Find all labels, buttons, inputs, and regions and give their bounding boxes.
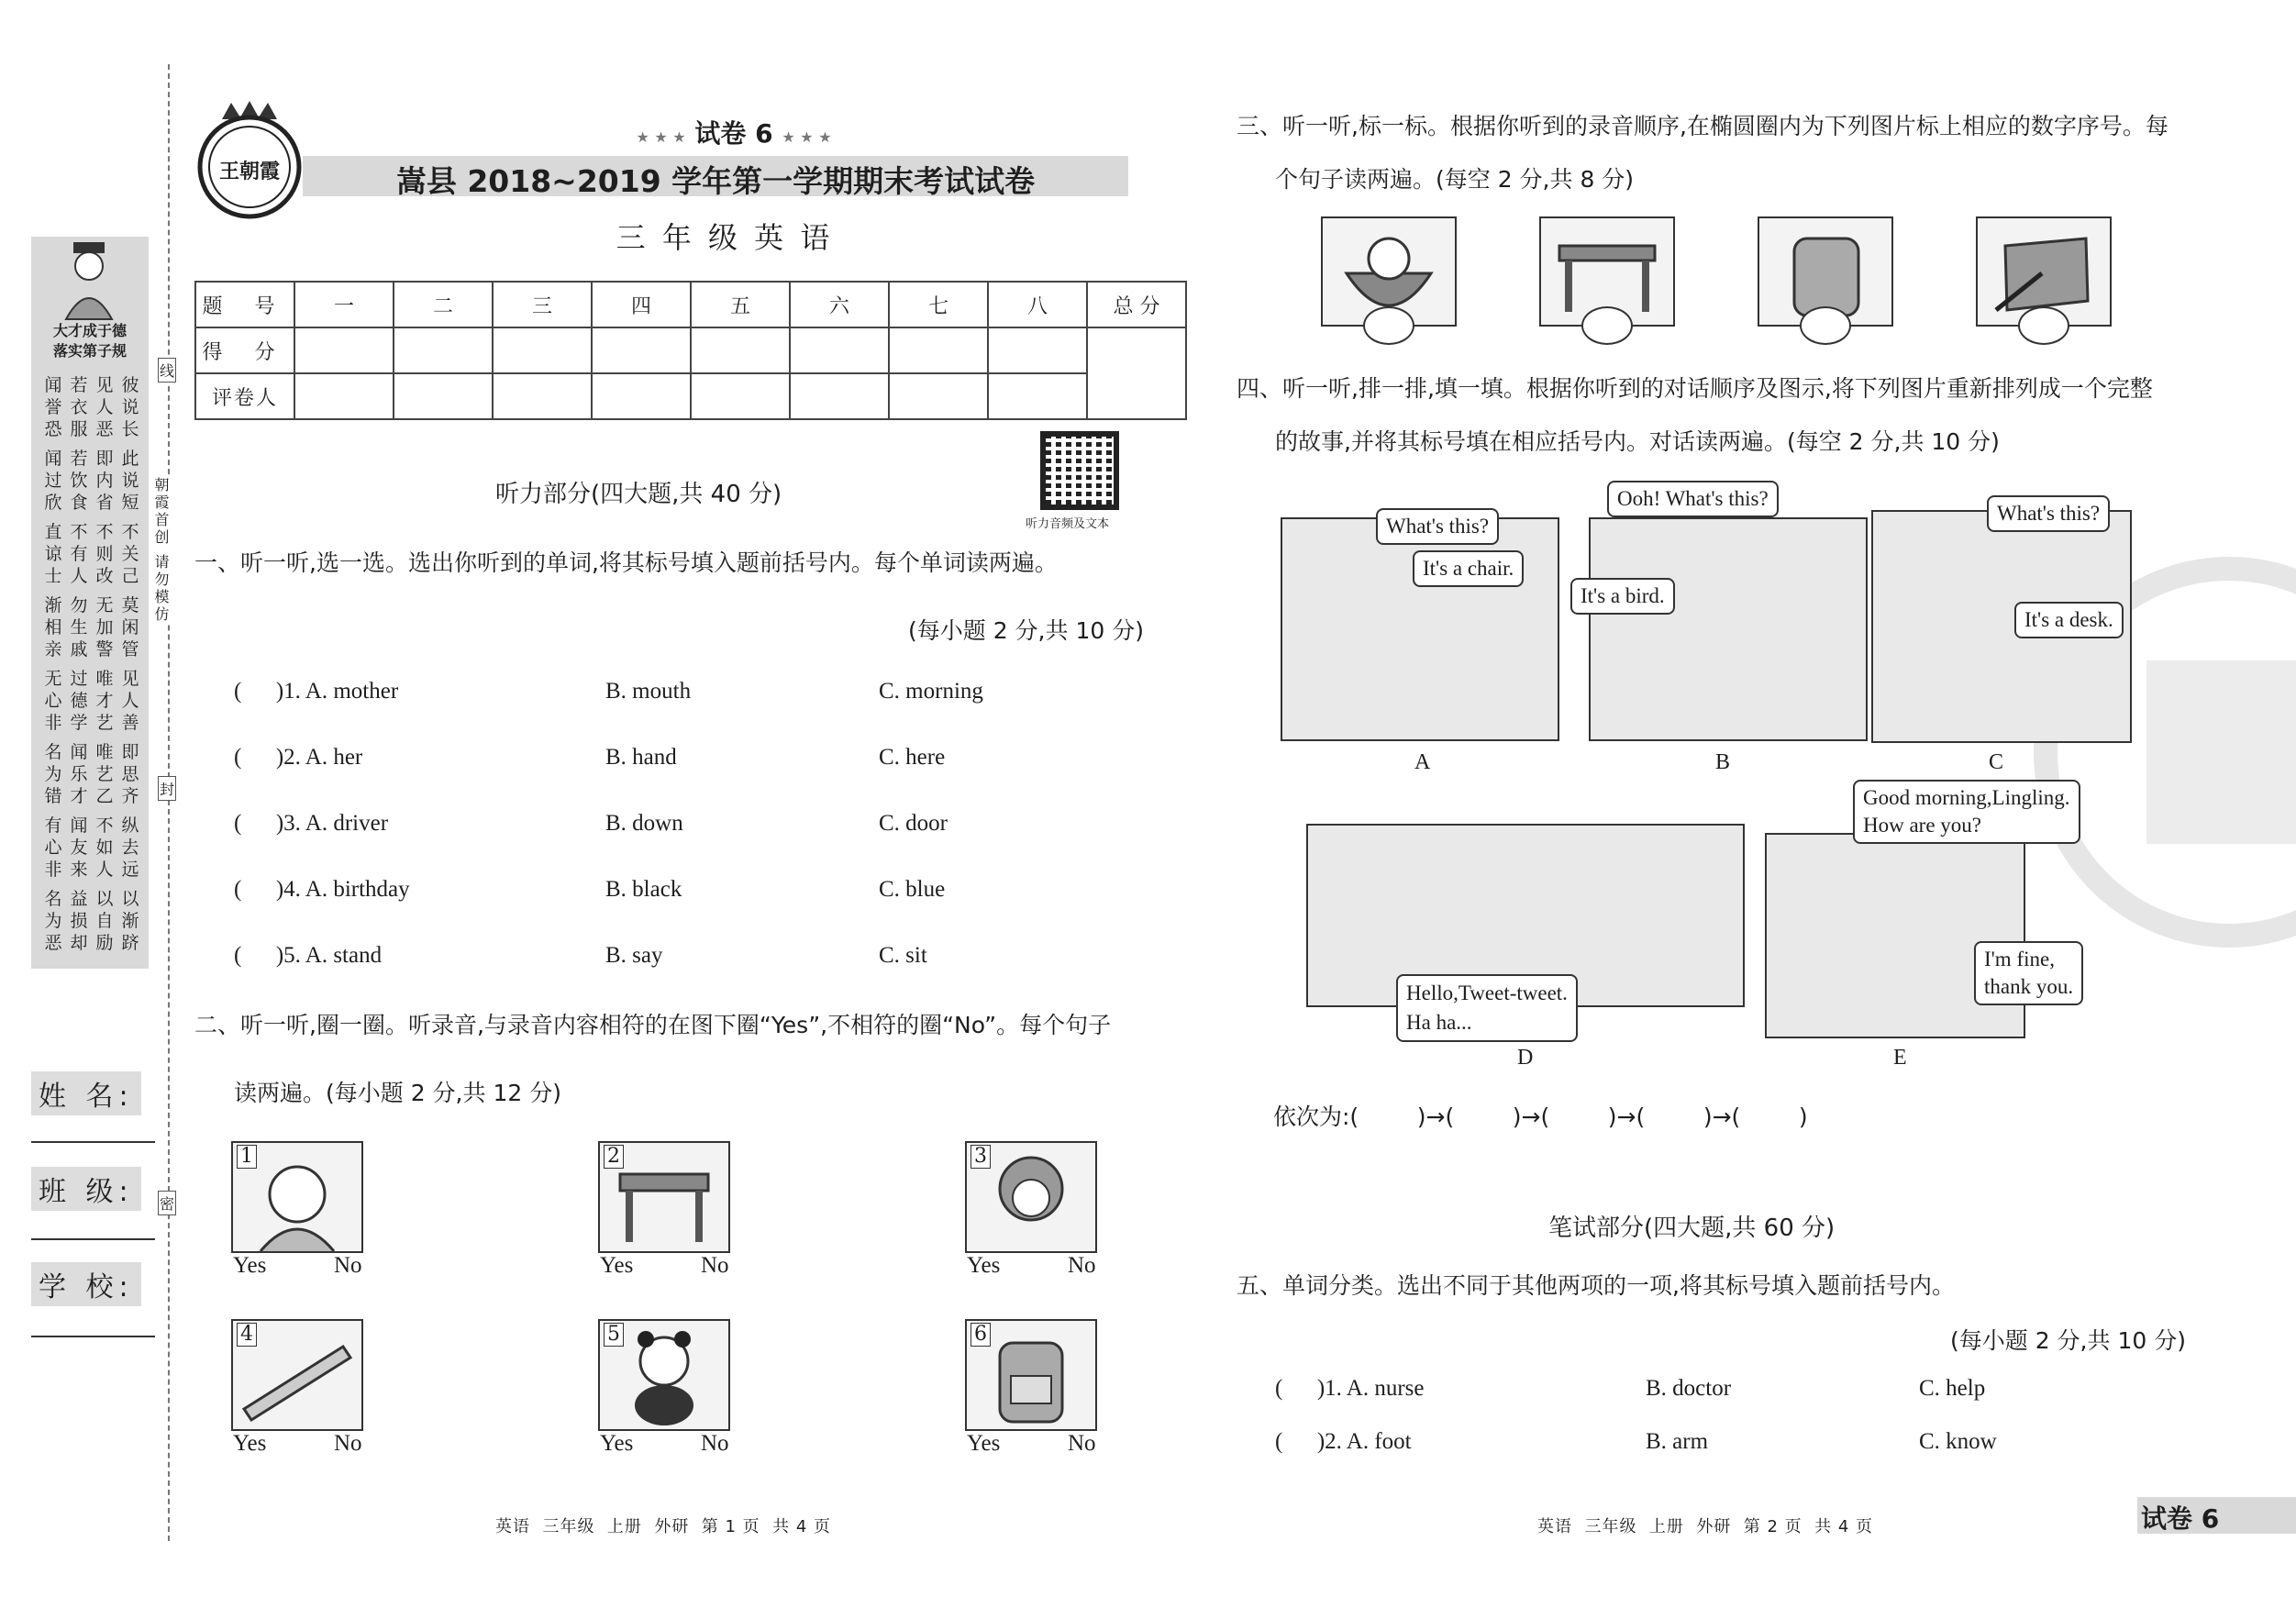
section5-points: (每小题 2 分,共 10 分): [1950, 1327, 2186, 1354]
yes-option-6[interactable]: Yes: [967, 1431, 1001, 1456]
story-panel-e: [1765, 833, 2025, 1038]
speech-bubble: It's a desk.: [2014, 602, 2124, 638]
grader-cell[interactable]: [493, 373, 592, 419]
s1-item-5-c: C. sit: [879, 943, 927, 968]
no-option-4[interactable]: No: [334, 1431, 362, 1456]
section1-title: 一、听一听,选一选。选出你听到的单词,将其标号填入题前括号内。每个单词读两遍。: [194, 549, 1058, 576]
score-header-cell: 五: [691, 282, 790, 327]
paper-tag: ★ ★ ★ 试卷 6 ★ ★ ★: [636, 118, 832, 149]
scholar-figure-icon: [57, 240, 121, 321]
score-header-cell: 七: [889, 282, 988, 327]
no-option-6[interactable]: No: [1068, 1431, 1096, 1456]
grader-cell[interactable]: [691, 373, 790, 419]
score-cell[interactable]: [889, 327, 988, 373]
s5-item-2-b: B. arm: [1646, 1429, 1709, 1454]
no-option-3[interactable]: No: [1068, 1253, 1096, 1278]
schoolbag-picture: 6: [965, 1319, 1097, 1431]
story-panel-b: [1589, 517, 1868, 741]
grader-cell[interactable]: [294, 373, 394, 419]
s5-item-1-a[interactable]: ( )1. A. nurse: [1275, 1376, 1425, 1401]
s1-item-1-b: B. mouth: [605, 679, 692, 704]
girl-picture: 3: [965, 1141, 1097, 1253]
s1-item-2-a[interactable]: ( )2. A. her: [234, 745, 363, 770]
section5-title: 五、单词分类。选出不同于其他两项的一项,将其标号填入题前括号内。: [1237, 1272, 1955, 1299]
yes-option-2[interactable]: Yes: [600, 1253, 634, 1278]
sidebar-poem: 闻誉恐 若衣服 见人恶 彼说长 闻过欣 若饮食 即内省 此说短 直谅士 不有人 不则改 不关己 渐相亲 勿生戚 无加警 莫闲管 无心非 过德学 唯才艺 见人善 名为错 闻乐才 唯艺乙 即思齐 有心非 闻友来 不如人 纵去远 名为恶 益损却 以自励 以渐跻: [44, 375, 139, 953]
grader-cell[interactable]: [889, 373, 988, 419]
yes-option-3[interactable]: Yes: [967, 1253, 1001, 1278]
order-oval-3[interactable]: [1800, 306, 1851, 345]
brand-logo: 王朝霞: [194, 99, 305, 224]
score-header-cell: 三: [493, 282, 592, 327]
s5-item-2-a[interactable]: ( )2. A. foot: [1275, 1429, 1412, 1454]
score-header-cell: 二: [394, 282, 493, 327]
section3-title2: 个句子读两遍。(每空 2 分,共 8 分): [1275, 166, 1635, 193]
speech-bubble: I'm fine, thank you.: [1974, 941, 2083, 1005]
yes-option-5[interactable]: Yes: [600, 1431, 634, 1456]
order-oval-4[interactable]: [2018, 306, 2069, 345]
footer-right: 英语 三年级 上册 外研 第 2 页 共 4 页: [1537, 1517, 1874, 1536]
s1-item-3-a[interactable]: ( )3. A. driver: [234, 811, 389, 836]
score-cell[interactable]: [294, 327, 394, 373]
order-oval-1[interactable]: [1363, 306, 1414, 345]
s5-item-2-c: C. know: [1919, 1429, 1997, 1454]
score-header-cell: 八: [988, 282, 1087, 327]
sidebar-vertical-note: 朝霞首创 请勿模仿: [152, 477, 170, 625]
panda-picture: 5: [598, 1319, 730, 1431]
cut-mark-2: 封: [158, 776, 176, 801]
speech-bubble: It's a chair.: [1413, 550, 1524, 587]
speech-bubble: What's this?: [1376, 508, 1499, 545]
speech-bubble: Ooh! What's this?: [1607, 481, 1779, 517]
cut-line: [168, 64, 170, 1541]
s5-item-1-b: B. doctor: [1646, 1376, 1732, 1401]
grader-cell[interactable]: [592, 373, 691, 419]
score-header-cell: 题 号: [195, 282, 294, 327]
writing-heading: 笔试部分(四大题,共 60 分): [1548, 1214, 1836, 1242]
school-field-line[interactable]: [31, 1336, 155, 1337]
qr-caption: 听力音频及文本: [1026, 517, 1110, 531]
panel-label: A: [1414, 750, 1431, 774]
score-header-cell: 总 分: [1087, 282, 1186, 327]
no-option-2[interactable]: No: [701, 1253, 729, 1278]
s1-item-5-b: B. say: [605, 943, 663, 968]
cut-mark-1: 线: [158, 358, 176, 383]
cut-mark-3: 密: [158, 1191, 176, 1215]
section1-points: (每小题 2 分,共 10 分): [908, 617, 1144, 644]
grandmother-picture: 1: [231, 1141, 363, 1253]
listening-heading: 听力部分(四大题,共 40 分): [495, 481, 782, 508]
score-cell[interactable]: [988, 327, 1087, 373]
score-cell[interactable]: [394, 327, 493, 373]
score-cell[interactable]: [691, 327, 790, 373]
score-table: [194, 281, 1187, 420]
speech-bubble: Good morning,Lingling. How are you?: [1853, 780, 2080, 844]
grader-cell[interactable]: [394, 373, 493, 419]
s1-item-5-a[interactable]: ( )5. A. stand: [234, 943, 383, 968]
s1-item-3-b: B. down: [605, 811, 683, 836]
score-cell[interactable]: [790, 327, 889, 373]
s1-item-4-b: B. black: [605, 877, 682, 902]
score-header-cell: 四: [592, 282, 691, 327]
s1-item-4-a[interactable]: ( )4. A. birthday: [234, 877, 410, 902]
desk-picture: 2: [598, 1141, 730, 1253]
s5-item-1-c: C. help: [1919, 1376, 1986, 1401]
yes-option-4[interactable]: Yes: [233, 1431, 267, 1456]
grader-cell[interactable]: [790, 373, 889, 419]
panel-label: D: [1517, 1046, 1534, 1070]
order-oval-2[interactable]: [1581, 306, 1633, 345]
exam-title: 嵩县 2018~2019 学年第一学期期末考试试卷: [395, 163, 1036, 199]
name-field-label: 姓 名:: [31, 1071, 141, 1115]
speech-bubble: What's this?: [1987, 495, 2110, 532]
order-answer-line[interactable]: 依次为:( )→( )→( )→( )→( ): [1273, 1103, 1808, 1130]
score-cell[interactable]: [493, 327, 592, 373]
corner-tag: 试卷 6: [2141, 1503, 2220, 1534]
sidebar-motto: 大才成于德 落实第子规: [52, 322, 127, 360]
panel-label: B: [1715, 750, 1731, 774]
name-field-line[interactable]: [31, 1141, 155, 1143]
footer-left: 英语 三年级 上册 外研 第 1 页 共 4 页: [495, 1517, 832, 1536]
score-header-cell: 一: [294, 282, 394, 327]
section4-title: 四、听一听,排一排,填一填。根据你听到的对话顺序及图示,将下列图片重新排列成一个完整: [1237, 375, 2153, 402]
no-option-5[interactable]: No: [701, 1431, 729, 1456]
speech-bubble: It's a bird.: [1570, 578, 1675, 615]
s1-item-1-a[interactable]: ( )1. A. mother: [234, 679, 399, 704]
s1-item-1-c: C. morning: [879, 679, 983, 704]
ruler-picture: 4: [231, 1319, 363, 1431]
s1-item-2-c: C. here: [879, 745, 946, 770]
section2-title: 二、听一听,圈一圈。听录音,与录音内容相符的在图下圈“Yes”,不相符的圈“No”。每个句子: [194, 1012, 1112, 1038]
section3-title: 三、听一听,标一标。根据你听到的录音顺序,在椭圆圈内为下列图片标上相应的数字序号。每: [1237, 113, 2168, 139]
s1-item-3-c: C. door: [879, 811, 948, 836]
score-cell[interactable]: [592, 327, 691, 373]
subject-title: 三 年 级 英 语: [616, 220, 834, 255]
class-field-line[interactable]: [31, 1238, 155, 1240]
speech-bubble: Hello,Tweet-tweet. Ha ha...: [1396, 974, 1578, 1042]
no-option-1[interactable]: No: [334, 1253, 362, 1278]
school-field-label: 学 校:: [31, 1262, 141, 1306]
score-row-label: 评卷人: [195, 373, 294, 419]
score-header-cell: 六: [790, 282, 889, 327]
yes-option-1[interactable]: Yes: [233, 1253, 267, 1278]
s1-item-4-c: C. blue: [879, 877, 946, 902]
qr-code-icon[interactable]: [1040, 431, 1119, 510]
section4-title2: 的故事,并将其标号填在相应括号内。对话读两遍。(每空 2 分,共 10 分): [1275, 428, 2000, 455]
grader-cell[interactable]: [988, 373, 1087, 419]
s1-item-2-b: B. hand: [605, 745, 677, 770]
total-score-cell[interactable]: [1087, 327, 1186, 419]
panel-label: C: [1989, 750, 2004, 774]
class-field-label: 班 级:: [31, 1167, 141, 1211]
score-row-label: 得 分: [195, 327, 294, 373]
section2-title2: 读两遍。(每小题 2 分,共 12 分): [234, 1080, 561, 1106]
panel-label: E: [1893, 1046, 1907, 1070]
